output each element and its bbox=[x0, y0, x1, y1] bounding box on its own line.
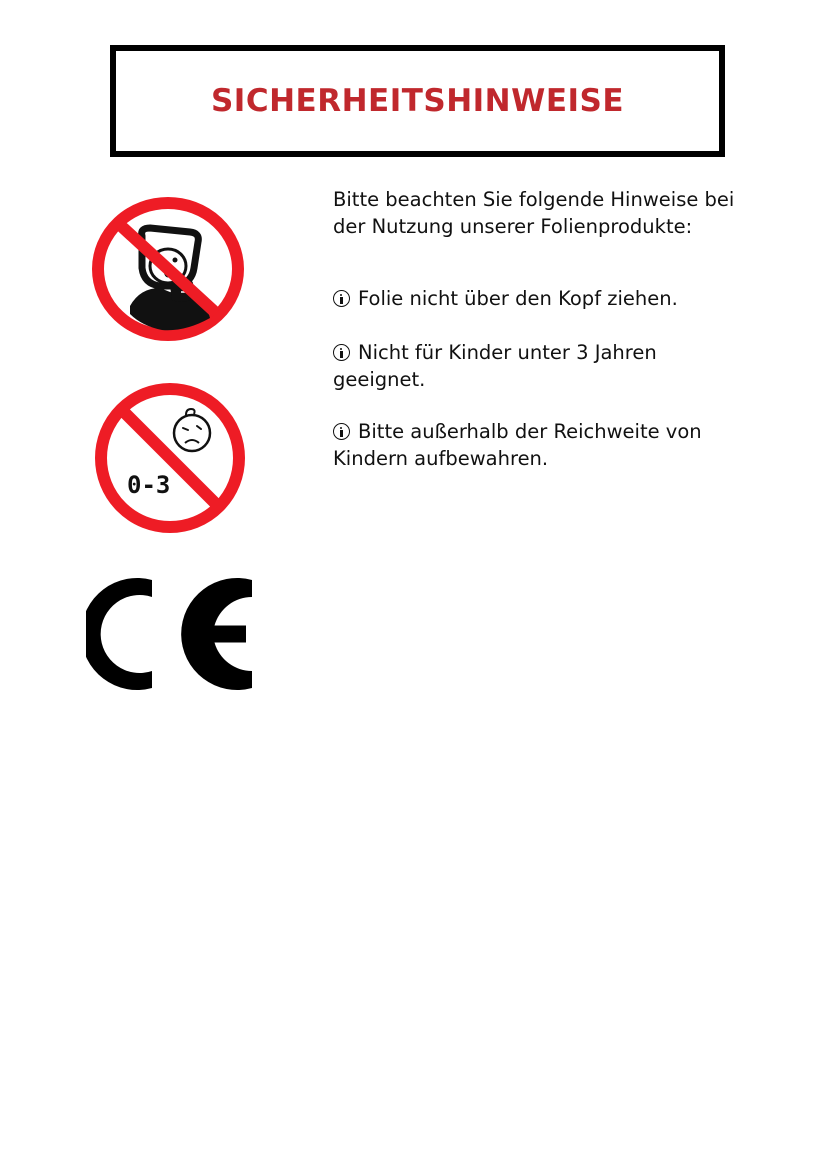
hint-text: Folie nicht über den Kopf ziehen. bbox=[358, 287, 678, 310]
safety-text bbox=[333, 186, 753, 470]
not-for-children-under-3-warning-icon bbox=[93, 381, 247, 535]
ce-mark-icon bbox=[86, 574, 256, 694]
no-bag-over-head-warning-icon bbox=[90, 196, 246, 342]
hint-item bbox=[333, 339, 753, 393]
page-title: SICHERHEITSHINWEISE bbox=[210, 83, 625, 119]
info-icon bbox=[333, 344, 350, 361]
hint-text: Bitte außerhalb der Reichweite von Kindern aufbewahren. bbox=[333, 420, 702, 470]
hint-text: Nicht für Kinder unter 3 Jahren geeignet. bbox=[333, 341, 657, 391]
info-icon bbox=[333, 290, 350, 307]
age-label: 0-3 bbox=[127, 471, 171, 499]
title-box bbox=[110, 45, 725, 157]
info-icon bbox=[333, 423, 350, 440]
intro-text: Bitte beachten Sie folgende Hinweise bei der Nutzung unserer Folienprodukte: bbox=[333, 188, 735, 238]
hint-item bbox=[333, 285, 753, 312]
hint-item bbox=[333, 418, 753, 472]
